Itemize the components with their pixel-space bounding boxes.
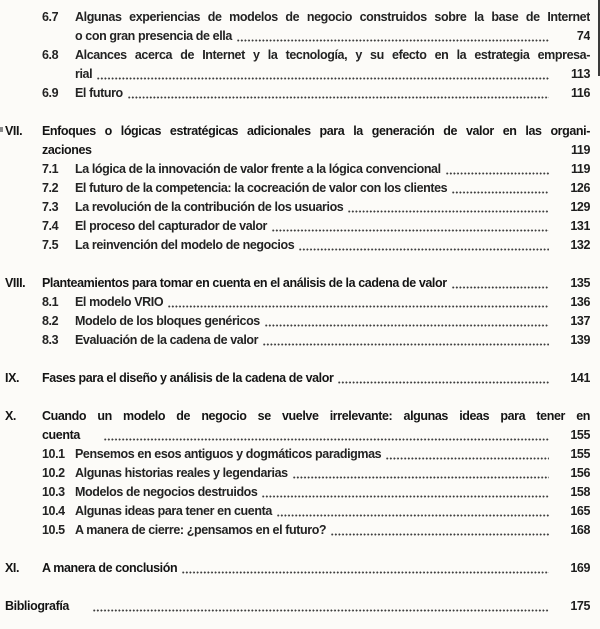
dotted-leader — [277, 514, 549, 517]
toc-entry-title: Pensemos en esos antiguos y dogmáticos paradigmas — [75, 447, 382, 461]
toc-page-number: 169 — [570, 561, 590, 575]
dotted-leader — [97, 77, 549, 80]
toc-entry-title: El futuro — [75, 86, 123, 100]
toc-entry-title: Fases para el diseño y análisis de la cadena de valor — [42, 371, 334, 385]
toc-line — [5, 369, 590, 388]
toc-entry — [5, 369, 590, 388]
toc-entry-title: El modelo VRIO — [75, 295, 164, 309]
toc-entry-title: Algunas historias reales y legendarias — [75, 466, 288, 480]
toc-page-number: 155 — [570, 428, 590, 442]
dotted-leader — [452, 191, 549, 194]
toc-entry-number: 10.5 — [42, 523, 65, 537]
toc-entry-number: XI. — [5, 561, 20, 575]
toc-line — [42, 46, 590, 65]
toc-line — [5, 426, 590, 445]
toc-line — [42, 236, 590, 255]
toc-page-number: 141 — [570, 371, 590, 385]
toc-page-number: 156 — [570, 466, 590, 480]
toc-entry-title: zaciones — [42, 143, 92, 157]
dotted-leader — [262, 495, 549, 498]
toc-entry-title: Enfoques o lógicas estratégicas adicionales para la generación de valor en las organi- — [42, 124, 590, 138]
toc-page-number: 74 — [576, 29, 590, 43]
toc-entry-title: La reinvención del modelo de negocios — [75, 238, 295, 252]
toc-entry-number: 8.1 — [42, 295, 59, 309]
toc-line — [42, 483, 590, 502]
toc-entry — [5, 122, 590, 160]
toc-entry — [5, 8, 590, 46]
toc-page-number: 126 — [570, 181, 590, 195]
dotted-leader — [446, 172, 549, 175]
dotted-leader — [263, 343, 549, 346]
dotted-leader — [93, 609, 549, 612]
toc-line — [42, 65, 590, 84]
toc-entry-number: 6.7 — [42, 10, 59, 24]
toc-line — [42, 179, 590, 198]
toc-entry-number: 10.4 — [42, 504, 65, 518]
blank-leader — [97, 153, 549, 156]
toc-entry — [5, 198, 590, 217]
toc-entry-number: 8.2 — [42, 314, 59, 328]
toc-line — [42, 312, 590, 331]
toc-page-number: 139 — [570, 333, 590, 347]
toc-line — [42, 84, 590, 103]
toc-line — [5, 141, 590, 160]
toc-entry — [5, 312, 590, 331]
toc-entry — [5, 274, 590, 293]
toc-entry-number: 6.8 — [42, 48, 59, 62]
toc-line — [5, 597, 590, 616]
toc-entry — [5, 597, 590, 616]
toc-line — [42, 293, 590, 312]
toc-line — [42, 445, 590, 464]
toc-entry-number: 7.4 — [42, 219, 59, 233]
toc-entry-title: Cuando un modelo de negocio se vuelve irrelevante: algunas ideas para tener en — [42, 409, 590, 423]
toc-page-number: 119 — [571, 143, 590, 157]
toc-line — [42, 217, 590, 236]
dotted-leader — [272, 229, 549, 232]
toc-entry — [5, 84, 590, 103]
toc-line — [42, 464, 590, 483]
toc-entry-title: Evaluación de la cadena de valor — [75, 333, 259, 347]
toc-entry — [5, 559, 590, 578]
toc-entry-title: Modelo de los bloques genéricos — [75, 314, 260, 328]
toc-line — [42, 160, 590, 179]
toc-entry — [5, 464, 590, 483]
toc-entry-title: A manera de cierre: ¿pensamos en el futuro? — [75, 523, 327, 537]
toc-page-number: 113 — [571, 67, 590, 81]
toc-entry-number: 7.2 — [42, 181, 59, 195]
toc-entry-number: 7.3 — [42, 200, 59, 214]
toc-entry-title: El proceso del capturador de valor — [75, 219, 268, 233]
toc-entry — [5, 293, 590, 312]
toc-page-number: 116 — [571, 86, 590, 100]
dotted-leader — [104, 438, 549, 441]
toc-entry-number: 7.5 — [42, 238, 59, 252]
toc-line — [42, 27, 590, 46]
toc-entry-title: Algunas experiencias de modelos de negocio construidos sobre la base de Internet — [75, 10, 590, 24]
toc-entry-number: 10.2 — [42, 466, 65, 480]
toc-page-number: 168 — [570, 523, 590, 537]
toc-entry-number: 10.3 — [42, 485, 65, 499]
toc-entry-title: La revolución de la contribución de los usuarios — [75, 200, 344, 214]
toc-line — [42, 331, 590, 350]
dotted-leader — [128, 96, 549, 99]
toc-page-number: 132 — [570, 238, 590, 252]
toc-entry-number: IX. — [5, 371, 20, 385]
toc-entry — [5, 46, 590, 84]
toc-line — [42, 8, 590, 27]
toc-page-number: 119 — [571, 162, 590, 176]
dotted-leader — [237, 39, 549, 42]
toc-entry — [5, 502, 590, 521]
toc-page-number: 137 — [570, 314, 590, 328]
toc-line — [42, 521, 590, 540]
toc-page-number: 131 — [570, 219, 590, 233]
toc-entry-title: o con gran presencia de ella — [75, 29, 232, 43]
toc-entry — [5, 445, 590, 464]
toc-entry-number: 10.1 — [42, 447, 65, 461]
toc-entry-title: A manera de conclusión — [42, 561, 178, 575]
toc-line — [5, 559, 590, 578]
dotted-leader — [168, 305, 549, 308]
toc-entry-title: Algunas ideas para tener en cuenta — [75, 504, 272, 518]
scan-artifact-left-mark — [0, 127, 3, 132]
dotted-leader — [182, 571, 549, 574]
toc-entry-title: rial — [75, 67, 93, 81]
toc-line — [42, 502, 590, 521]
toc-entry-title: Planteamientos para tomar en cuenta en el análisis de la cadena de valor — [42, 276, 447, 290]
toc-entry — [5, 217, 590, 236]
toc-entry-title: cuenta — [42, 428, 80, 442]
toc-entry-title: Modelos de negocios destruidos — [75, 485, 258, 499]
toc-entry-title: El futuro de la competencia: la cocreación de valor con los clientes — [75, 181, 448, 195]
toc-page-number: 175 — [570, 599, 590, 613]
toc-page-number: 155 — [570, 447, 590, 461]
toc-line — [5, 274, 590, 293]
toc-entry-number: X. — [5, 409, 17, 423]
toc-page-number: 136 — [570, 295, 590, 309]
toc-entry — [5, 160, 590, 179]
toc-line — [42, 198, 590, 217]
toc-line — [5, 122, 590, 141]
toc-entry-number: 6.9 — [42, 86, 59, 100]
toc-entry-number: VII. — [5, 124, 23, 138]
dotted-leader — [293, 476, 549, 479]
toc-page-number: 129 — [570, 200, 590, 214]
toc-entry-number: VIII. — [5, 276, 26, 290]
dotted-leader — [338, 381, 549, 384]
dotted-leader — [386, 457, 549, 460]
toc-entry — [5, 407, 590, 445]
toc-entry-title: Bibliografía — [5, 599, 69, 613]
toc-entry-number: 8.3 — [42, 333, 59, 347]
dotted-leader — [299, 248, 549, 251]
toc-entry — [5, 331, 590, 350]
toc-page-number: 135 — [570, 276, 590, 290]
toc-page-number: 158 — [570, 485, 590, 499]
dotted-leader — [348, 210, 549, 213]
toc-entry-number: 7.1 — [42, 162, 59, 176]
toc-line — [5, 407, 590, 426]
toc-page-number: 165 — [570, 504, 590, 518]
toc-list — [5, 8, 590, 616]
dotted-leader — [331, 533, 549, 536]
toc-entry — [5, 179, 590, 198]
dotted-leader — [452, 286, 549, 289]
dotted-leader — [265, 324, 549, 327]
toc-entry — [5, 236, 590, 255]
toc-entry — [5, 483, 590, 502]
toc-entry — [5, 521, 590, 540]
toc-entry-title: Alcances acerca de Internet y la tecnología, y su efecto en la estrategia empresa- — [75, 48, 590, 62]
toc-entry-title: La lógica de la innovación de valor frente a la lógica convencional — [75, 162, 441, 176]
